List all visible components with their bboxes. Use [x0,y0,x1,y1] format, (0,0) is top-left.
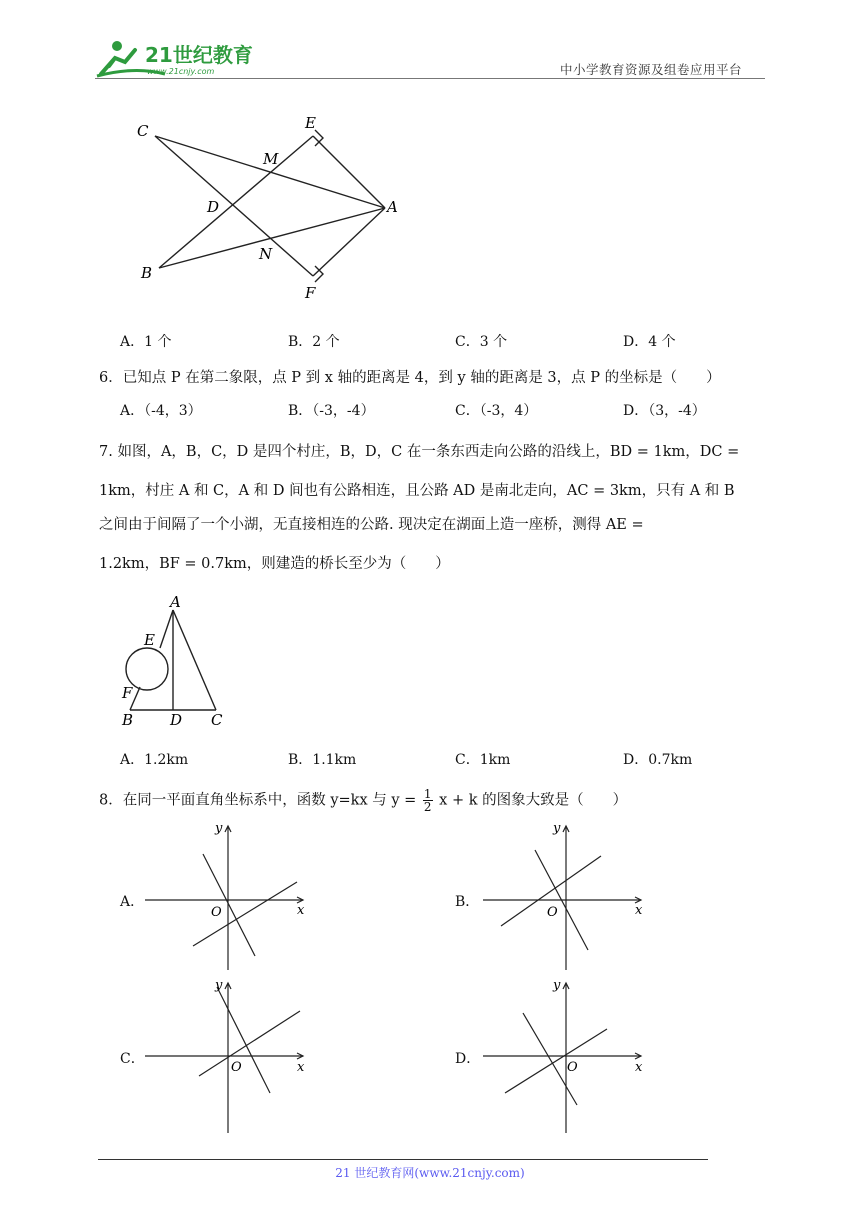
q7-line-3: 之间由于间隔了一个小湖，无直接相连的公路. 现决定在湖面上造一座桥，测得 AE = [99,517,644,533]
y-axis-label: y [215,978,223,993]
q6-option-a: A．（-4，3） [120,403,202,419]
q8-fraction [423,788,433,813]
label-F: F [305,284,316,302]
x-axis-label: x [297,903,305,918]
q7-line-2: 1km，村庄 A 和 C，A 和 D 间也有公路相连，且公路 AD 是南北走向，AC = 3km，只有 A 和 B [99,483,735,499]
label-A: A [387,198,398,216]
q5-geometry-figure [135,108,410,307]
q8-graph-c [145,975,320,1139]
label-M: M [263,150,279,168]
q7-village-figure [118,592,238,736]
x-axis-label: x [635,903,643,918]
origin-label: O [567,1060,578,1075]
q7-line-4: 1.2km，BF = 0.7km，则建造的桥长至少为（ ） [99,556,450,572]
footer-divider [98,1159,708,1160]
q8-frac-den: 2 [423,800,432,814]
q8-stem-post: x + k 的图象大致是（ ） [439,792,628,809]
y-axis-label: y [215,821,223,836]
footer-link[interactable]: 21 世纪教育网(www.21cnjy.com) [335,1166,525,1180]
logo-text: 21世纪教育 [145,43,253,67]
q5-option-b: B．2 个 [288,334,340,350]
q8-option-b-label: B． [455,894,480,910]
q6-stem: 6．已知点 P 在第二象限，点 P 到 x 轴的距离是 4，到 y 轴的距离是 3，点 P 的坐标是（ ） [99,370,721,386]
label-E: E [144,631,155,649]
label-N: N [259,245,273,263]
site-logo [95,36,265,80]
y-axis-label: y [553,821,561,836]
x-axis-label: x [635,1060,643,1075]
q8-option-c-label: C． [120,1051,145,1067]
origin-label: O [211,905,222,920]
q5-option-d: D．4 个 [623,334,676,350]
q8-graph-b [483,818,658,977]
q7-line-1: 7. 如图，A，B，C，D 是四个村庄，B，D，C 在一条东西走向公路的沿线上，BD = 1km，DC = [99,444,740,460]
label-F: F [122,684,133,702]
label-C: C [211,711,223,729]
y-axis-label: y [553,978,561,993]
q7-option-b: B．1.1km [288,752,357,768]
header-platform-text: 中小学教育资源及组卷应用平台 [560,62,743,77]
label-D: D [207,198,220,216]
q8-stem-pre: 8．在同一平面直角坐标系中，函数 y=kx 与 y = [99,792,421,809]
label-A: A [170,593,181,611]
q7-option-d: D．0.7km [623,752,693,768]
q6-option-b: B．（-3，-4） [288,403,375,419]
q8-graph-d [483,975,658,1139]
origin-label: O [547,905,558,920]
q6-option-d: D．（3，-4） [623,403,706,419]
label-B: B [122,711,134,729]
q7-option-a: A．1.2km [120,752,189,768]
q8-option-d-label: D． [455,1051,481,1067]
header-divider [95,78,765,79]
q8-stem [99,788,627,813]
q6-option-c: C．（-3，4） [455,403,538,419]
label-B: B [141,264,153,282]
x-axis-label: x [297,1060,305,1075]
q5-option-a: A．1 个 [120,334,172,350]
q5-option-c: C．3 个 [455,334,508,350]
q7-option-c: C．1km [455,752,511,768]
q8-graph-a [145,818,320,977]
logo-url: www.21cnjy.com [147,67,215,76]
label-C: C [137,122,149,140]
origin-label: O [231,1060,242,1075]
q8-frac-num: 1 [423,787,432,801]
label-E: E [305,114,316,132]
q8-option-a-label: A． [120,894,145,910]
label-D: D [170,711,183,729]
